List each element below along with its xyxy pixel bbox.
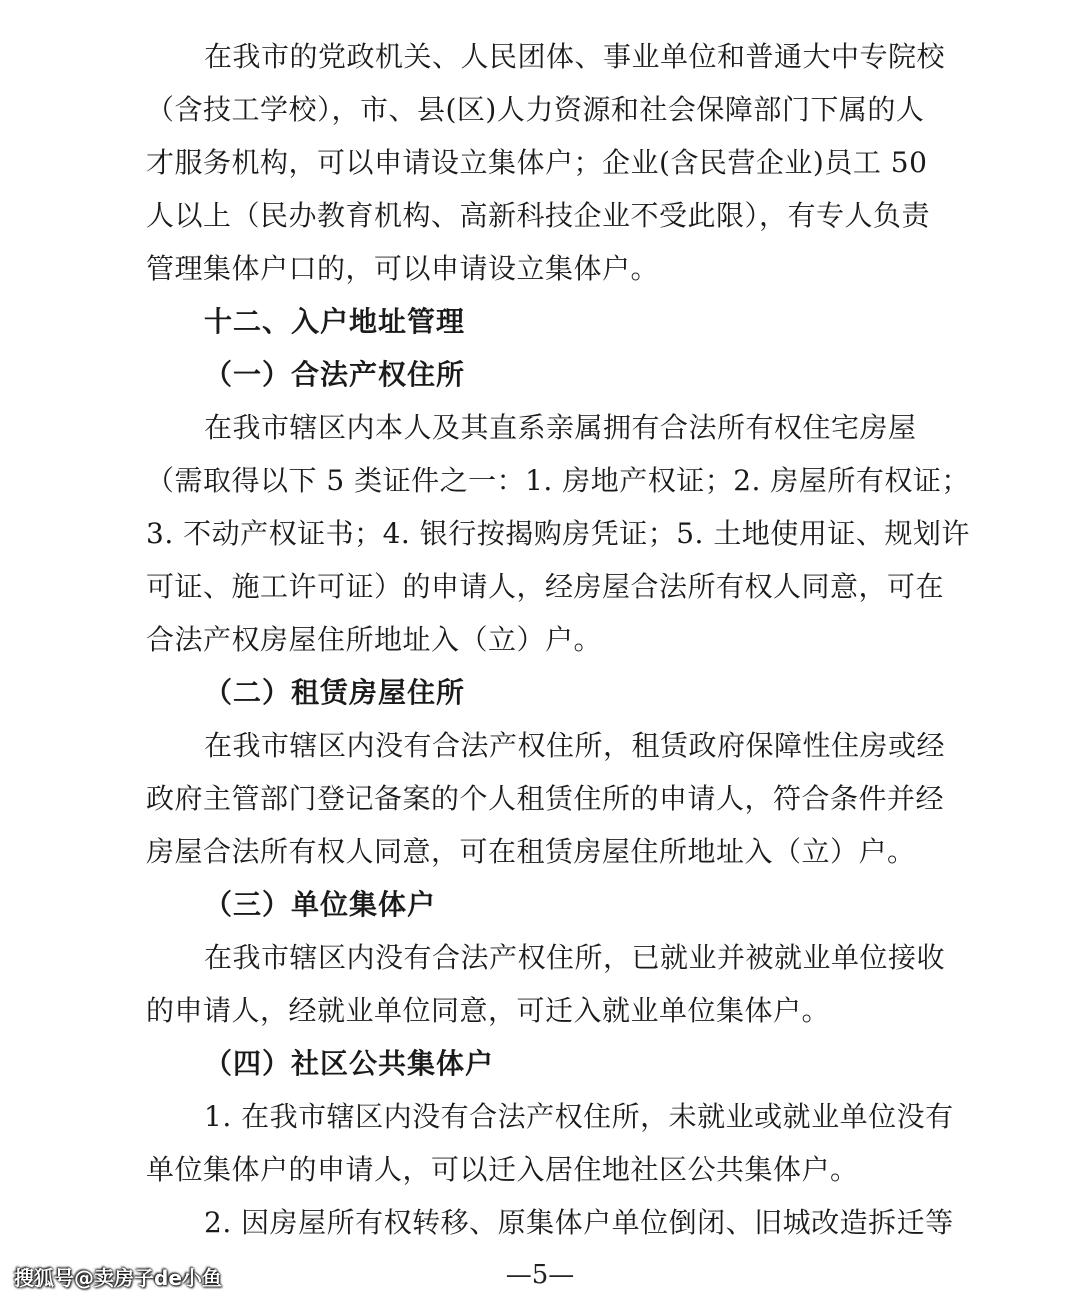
subsection-heading: （二）租赁房屋住所 bbox=[204, 676, 466, 709]
paragraph-line: 人以上（民办教育机构、高新科技企业不受此限），有专人负责 bbox=[146, 199, 931, 232]
paragraph-line: 房屋合法所有权人同意，可在租赁房屋住所地址入（立）户。 bbox=[146, 835, 916, 868]
paragraph-line: （需取得以下 5 类证件之一：1. 房地产权证；2. 房屋所有权证； bbox=[146, 464, 970, 497]
subsection-heading: （四）社区公共集体户 bbox=[204, 1047, 495, 1080]
subsection-heading: （三）单位集体户 bbox=[204, 888, 437, 921]
page-number: —5— bbox=[505, 1260, 575, 1290]
paragraph-line: 在我市的党政机关、人民团体、事业单位和普通大中专院校 bbox=[204, 40, 946, 73]
paragraph-line: 管理集体户口的，可以申请设立集体户。 bbox=[146, 252, 660, 285]
paragraph-line: 可证、施工许可证）的申请人，经房屋合法所有权人同意，可在 bbox=[146, 570, 945, 603]
paragraph-line: 1. 在我市辖区内没有合法产权住所，未就业或就业单位没有 bbox=[204, 1100, 954, 1133]
paragraph-line: 政府主管部门登记备案的个人租赁住所的申请人，符合条件并经 bbox=[146, 782, 945, 815]
paragraph-line: 在我市辖区内本人及其直系亲属拥有合法所有权住宅房屋 bbox=[204, 411, 917, 444]
paragraph-line: 在我市辖区内没有合法产权住所，已就业并被就业单位接收 bbox=[204, 941, 946, 974]
paragraph-line: （含技工学校），市、县(区)人力资源和社会保障部门下属的人 bbox=[146, 93, 925, 126]
document-page bbox=[146, 30, 970, 1249]
paragraph-line: 单位集体户的申请人，可以迁入居住地社区公共集体户。 bbox=[146, 1153, 859, 1186]
paragraph-line: 2. 因房屋所有权转移、原集体户单位倒闭、旧城改造拆迁等 bbox=[204, 1206, 954, 1239]
paragraph-line: 3. 不动产权证书；4. 银行按揭购房凭证；5. 土地使用证、规划许 bbox=[146, 517, 970, 550]
paragraph-line: 的申请人，经就业单位同意，可迁入就业单位集体户。 bbox=[146, 994, 831, 1027]
paragraph-line: 才服务机构，可以申请设立集体户；企业(含民营企业)员工 50 bbox=[146, 146, 928, 179]
paragraph-line: 合法产权房屋住所地址入（立）户。 bbox=[146, 623, 603, 656]
watermark: 搜狐号@卖房子de小鱼 bbox=[14, 1266, 222, 1290]
paragraph-line: 在我市辖区内没有合法产权住所，租赁政府保障性住房或经 bbox=[204, 729, 946, 762]
section-heading: 十二、入户地址管理 bbox=[204, 305, 466, 338]
subsection-heading: （一）合法产权住所 bbox=[204, 358, 466, 391]
